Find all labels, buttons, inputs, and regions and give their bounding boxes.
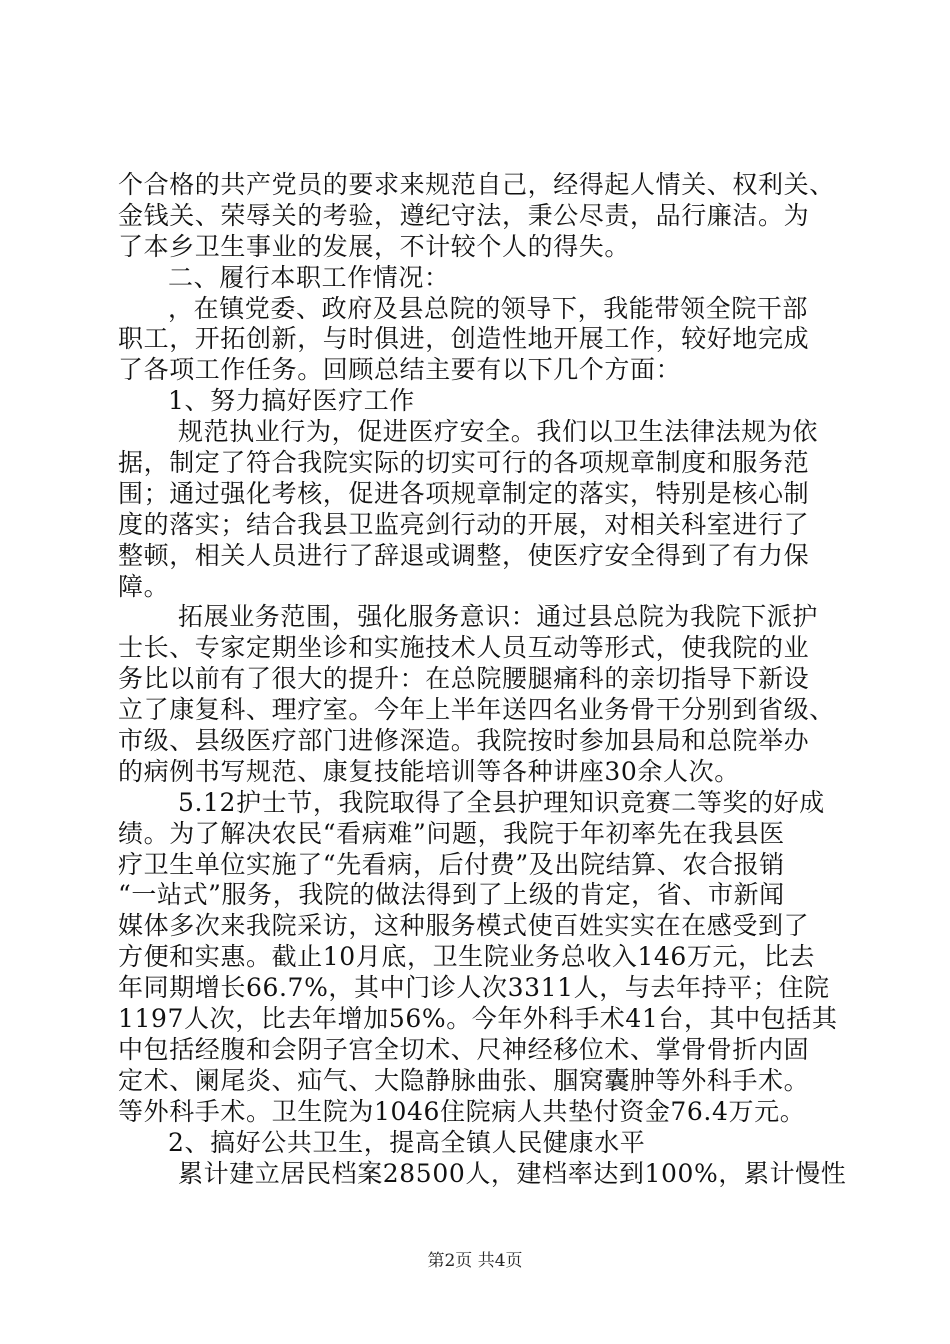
text-line: 累计建立居民档案28500人，建档率达到100%，累计慢性 [178, 1158, 847, 1188]
text-line: 中包括经腹和会阴子宫全切术、尺神经移位术、掌骨骨折内固 [118, 1034, 810, 1064]
text-line: 障。 [118, 571, 170, 601]
text-line: 疗卫生单位实施了“先看病，后付费”及出院结算、农合报销 [118, 849, 785, 879]
page-footer [0, 1246, 950, 1271]
text-line: “一站式”服务，我院的做法得到了上级的肯定，省、市新闻 [118, 880, 785, 910]
text-line: 方便和实惠。截止10月底，卫生院业务总收入146万元，比去 [118, 942, 815, 972]
text-line: 拓展业务范围，强化服务意识：通过县总院为我院下派护 [178, 602, 819, 632]
text-line: 媒体多次来我院采访，这种服务模式使百姓实实在在感受到了 [118, 911, 810, 941]
text-line: 据，制定了符合我院实际的切实可行的各项规章制度和服务范 [118, 448, 810, 478]
text-line: 了本乡卫生事业的发展，不计较个人的得失。 [118, 231, 631, 261]
text-line: 了各项工作任务。回顾总结主要有以下几个方面： [118, 355, 682, 385]
text-line: 1、努力搞好医疗工作 [168, 386, 415, 416]
text-line: 市级、县级医疗部门进修深造。我院按时参加县局和总院举办 [118, 726, 810, 756]
text-line: 二、履行本职工作情况： [168, 262, 450, 292]
text-line: 士长、专家定期坐诊和实施技术人员互动等形式，使我院的业 [118, 633, 810, 663]
text-line: 规范执业行为，促进医疗安全。我们以卫生法律法规为依 [178, 417, 819, 447]
text-line: 整顿，相关人员进行了辞退或调整，使医疗安全得到了有力保 [118, 540, 810, 570]
text-line: 定术、阑尾炎、疝气、大隐静脉曲张、腘窝囊肿等外科手术。 [118, 1065, 810, 1095]
text-line: 2、搞好公共卫生，提高全镇人民健康水平 [168, 1127, 646, 1157]
text-line: 务比以前有了很大的提升：在总院腰腿痛科的亲切指导下新设 [118, 664, 810, 694]
text-line: 度的落实；结合我县卫监亮剑行动的开展，对相关科室进行了 [118, 509, 810, 539]
text-line: 绩。为了解决农民“看病难”问题，我院于年初率先在我县医 [118, 818, 785, 848]
text-line: 围；通过强化考核，促进各项规章制定的落实，特别是核心制 [118, 478, 810, 508]
text-line: 年同期增长66.7%，其中门诊人次3311人，与去年持平；住院 [118, 973, 830, 1003]
text-line: 立了康复科、理疗室。今年上半年送四名业务骨干分别到省级、 [118, 695, 835, 725]
text-line: 1197人次，比去年增加56%。今年外科手术41台，其中包括其 [118, 1004, 838, 1034]
text-line: 职工，开拓创新，与时俱进，创造性地开展工作，较好地完成 [118, 324, 810, 354]
page-number: 第2页 共4页 [427, 1251, 523, 1271]
document-body [118, 170, 847, 1189]
text-line: 等外科手术。卫生院为1046住院病人共垫付资金76.4万元。 [118, 1096, 806, 1126]
text-line: 5.12护士节，我院取得了全县护理知识竞赛二等奖的好成 [178, 787, 825, 817]
text-line: 个合格的共产党员的要求来规范自己，经得起人情关、权利关、 [118, 170, 835, 199]
text-line: 的病例书写规范、康复技能培训等各种讲座30余人次。 [118, 756, 740, 786]
text-line: 金钱关、荣辱关的考验，遵纪守法，秉公尽责，品行廉洁。为 [118, 200, 810, 230]
text-line: ，在镇党委、政府及县总院的领导下，我能带领全院干部 [168, 293, 809, 323]
